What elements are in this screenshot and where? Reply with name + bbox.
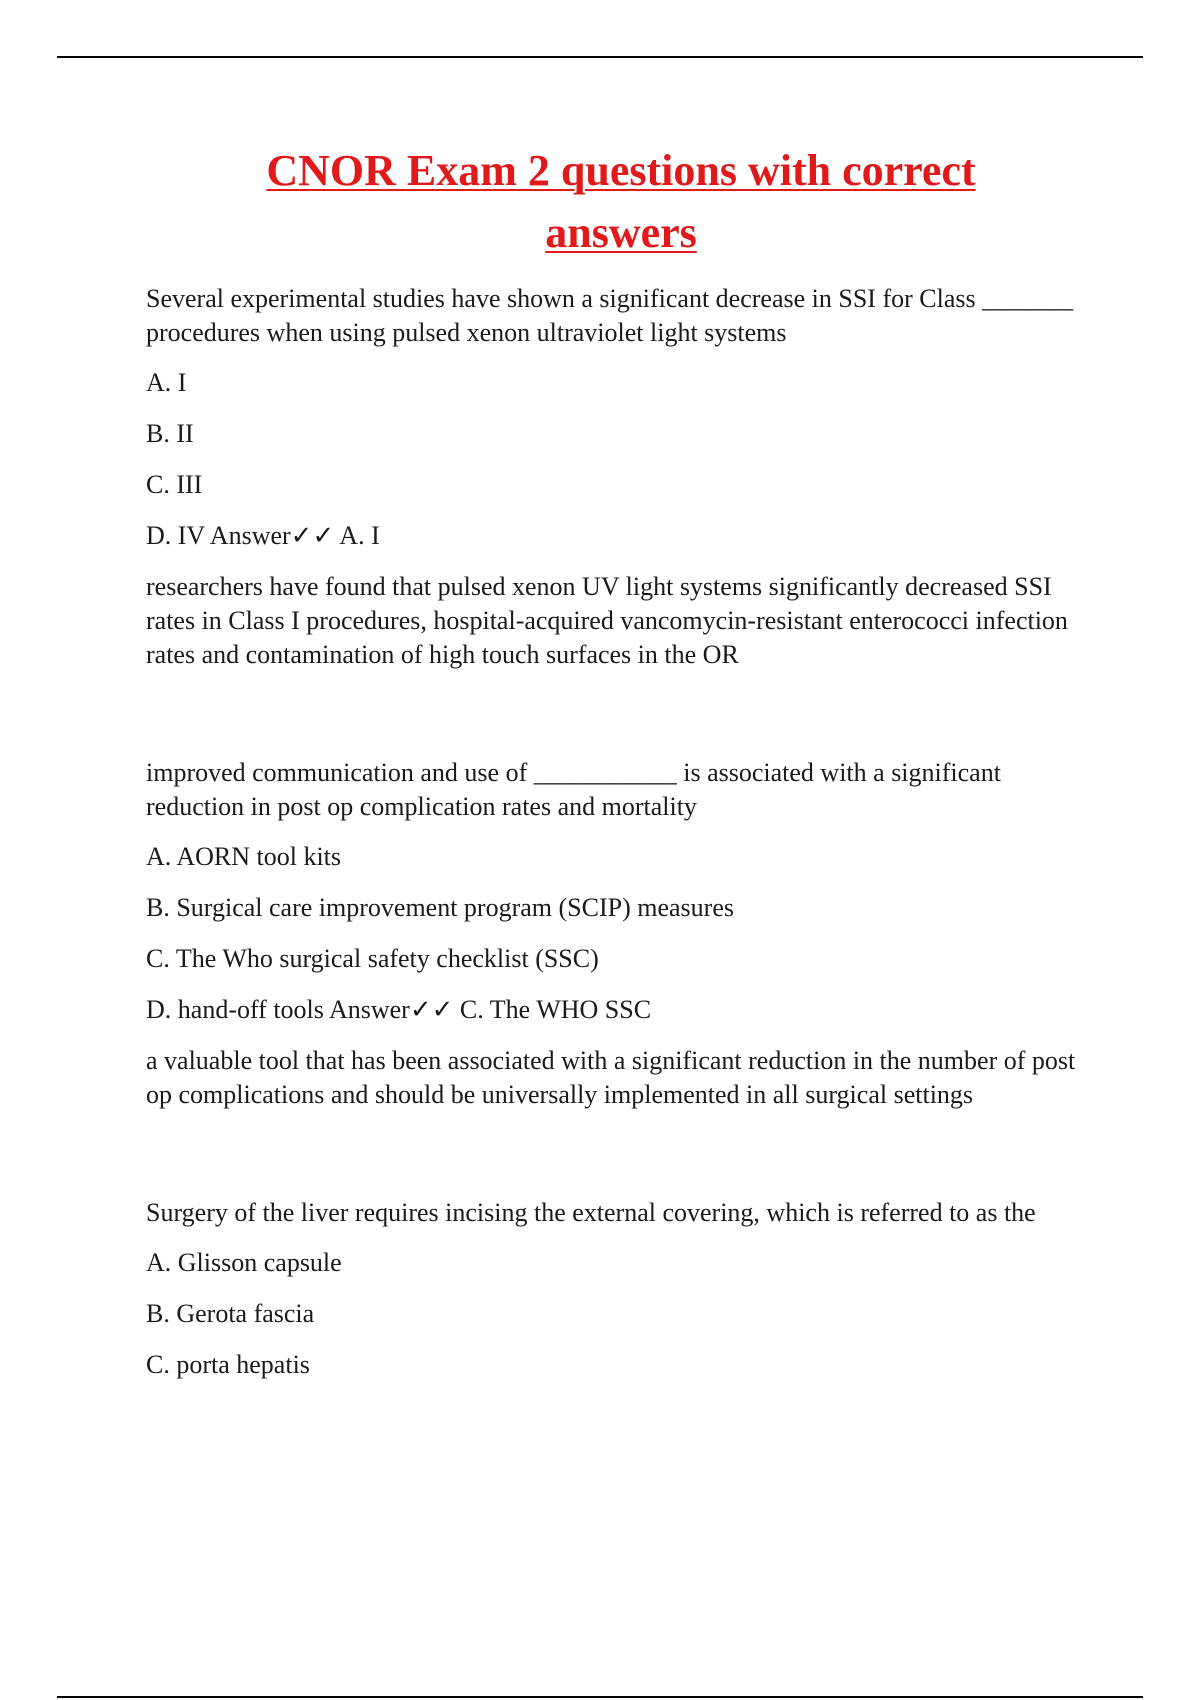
answer-option: B. Gerota fascia [146, 1299, 315, 1328]
question-stem: Surgery of the liver requires incising the external covering, which is referred to as the [146, 1198, 1036, 1227]
question-block-3 [146, 1196, 1096, 1382]
question-stem: Several experimental studies have shown a significant decrease in SSI for Class _______ procedures when using pulsed xenon ultraviolet light systems [146, 284, 1074, 347]
bottom-rule [57, 1696, 1143, 1698]
answer-option: A. AORN tool kits [146, 842, 342, 871]
answer-option: A. Glisson capsule [146, 1248, 342, 1277]
question-spacer [146, 1128, 1096, 1196]
page-title [146, 140, 1096, 264]
answer-option: C. III [146, 470, 203, 499]
top-rule [57, 56, 1143, 58]
answer-option-with-answer: D. hand-off tools Answer✓✓ C. The WHO SSC [146, 995, 652, 1024]
answer-option: A. I [146, 368, 187, 397]
question-spacer [146, 688, 1096, 756]
answer-explanation: researchers have found that pulsed xenon UV light systems significantly decreased SSI rates in Class I procedures, hospital-acquired vancomycin-resistant enterococci infection rates and contamination of high touch surfaces in the OR [146, 572, 1068, 669]
title-line-1: CNOR Exam 2 questions with correct [266, 146, 976, 195]
title-line-2: answers [545, 208, 697, 257]
answer-option: B. Surgical care improvement program (SCIP) measures [146, 893, 734, 922]
answer-option: B. II [146, 419, 194, 448]
question-block-1 [146, 282, 1096, 672]
answer-explanation: a valuable tool that has been associated with a significant reduction in the number of post op complications and should be universally implemented in all surgical settings [146, 1046, 1076, 1109]
answer-option-with-answer: D. IV Answer✓✓ A. I [146, 521, 380, 550]
answer-option: C. porta hepatis [146, 1350, 310, 1379]
document-body [146, 140, 1096, 1399]
answer-option: C. The Who surgical safety checklist (SSC) [146, 944, 599, 973]
question-block-2 [146, 756, 1096, 1112]
question-stem: improved communication and use of ___________ is associated with a significant reduction in post op complication rates and mortality [146, 758, 1001, 821]
